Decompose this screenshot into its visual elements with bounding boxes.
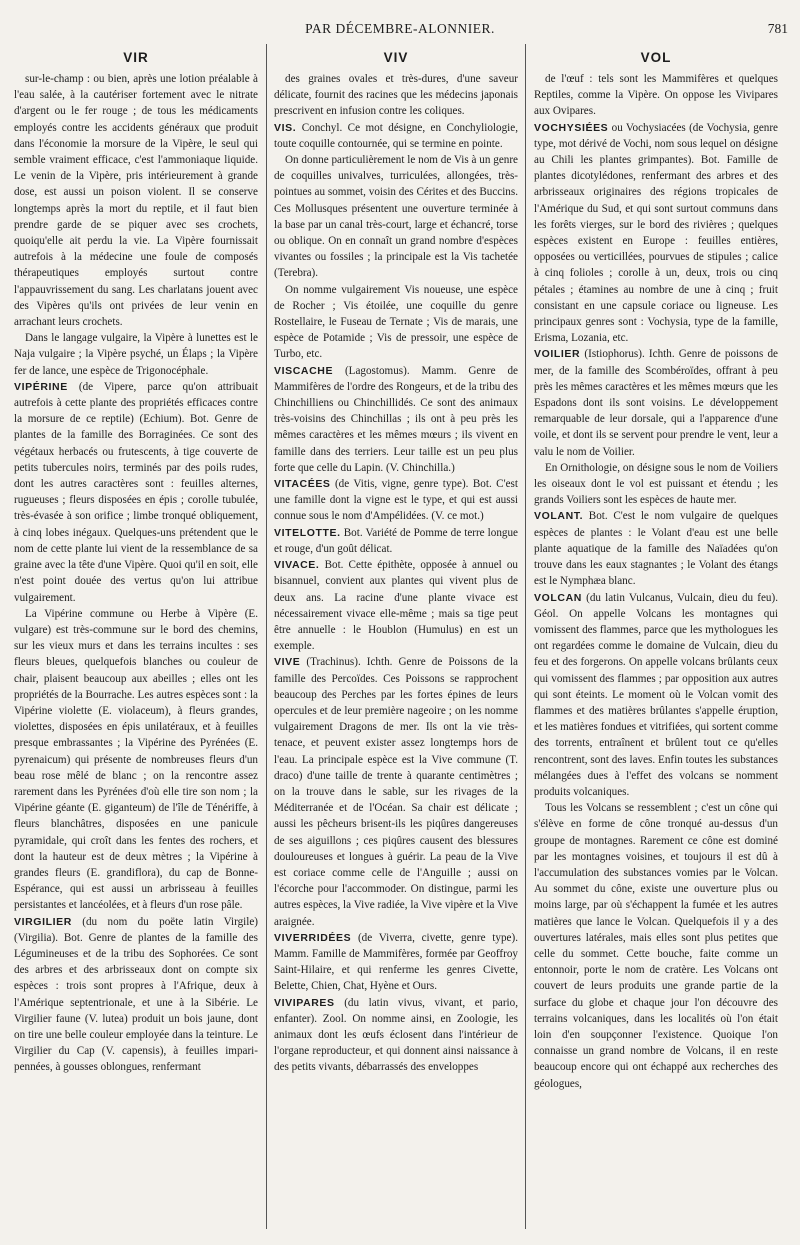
entry-text: de l'œuf : tels sont les Mammifères et quelques Reptiles, comme la Vipère. On oppose les Vivipares aux Ovipares. xyxy=(534,73,778,118)
column-right xyxy=(534,45,778,1235)
running-title: PAR DÉCEMBRE-ALONNIER. xyxy=(305,21,495,36)
entry-text: Bot. Variété de Pomme de terre longue et rouge, d'un goût délicat. xyxy=(274,526,518,555)
entry-paragraph xyxy=(534,460,778,509)
entry-headword: VITELOTTE. xyxy=(274,526,341,539)
entry-text: (du latin Vulcanus, Vulcain, dieu du feu). Géol. On appelle Volcans les montagnes qui vomissent des flammes, parce que les mythologues les ont regardées comme le domaine de Vulcain, dieu du feu et des forgerons. On appelle volcans brûlants ceux qui vomissent des flammes ; par opposition aux autres qui sont éteints. Le moment où le Volcan vomit des flammes et des matières brûlantes s'appelle éruption, et les matières fondues et vitrifiées, qui sortent comme des torrents, entraînent et brûlent tout ce qu'elles rencontrent, sont des laves. Enfin toutes les substances mélangées dues à l'effet des volcans se nomment produits volcaniques. xyxy=(534,591,778,798)
entry-text: (du nom du poëte latin Virgile) (Virgilia). Bot. Genre de plantes de la famille des Légumineuses et de la tribu des Sophorées. Ce sont des arbres et des arbrisseaux dont on compte six espèces : trois sont propres à l'Afrique, deux à l'Amérique septentrionale, et une à la Sibérie. Le Virgilier faune (V. lutea) produit un bois jaune, dont on tire une belle couleur employée dans la teinture. Le Virgilier du Cap (V. capensis), à feuilles impari-pennées, à gousses oblongues, renfermant xyxy=(14,915,258,1074)
entry-headword: VIVE xyxy=(274,656,301,669)
entry-paragraph xyxy=(274,152,518,282)
entry-text: (de Vitis, vigne, genre type). Bot. C'est une famille dont la vigne est le type, et qui est aussi connue sous le nom d'Ampélidées. (V. ce mot.) xyxy=(274,478,518,523)
entry-headword: VIRGILIER xyxy=(14,915,72,928)
entry-text: On donne particulièrement le nom de Vis à un genre de coquilles univalves, turriculées, allongées, très-pointues au sommet, voisin des Cérites et des Buccins. Ces Mollusques présentent une ouverture terminée à la base par un canal très-court, large et échancré, torse ou oblique. On en connaît un grand nombre d'espèces vivantes ou fossiles ; la principale est la Vis tachetée (Terebra). xyxy=(274,154,518,280)
dictionary-entry xyxy=(534,508,778,589)
entry-text: (Lagostomus). Mamm. Genre de Mammifères de l'ordre des Rongeurs, et de la tribu des Chinchilliens ou Chinchillidés. Ce sont des animaux très-voisins des Chinchillas ; ils ont à peu près les mêmes caractères et les mêmes mœurs ; ils vivent en famille dans des terriers. Leur taille est un peu plus forte que celle du Lapin. (V. Chinchilla.) xyxy=(274,364,518,474)
entry-paragraph xyxy=(274,282,518,363)
column-divider xyxy=(266,44,267,1229)
entry-paragraph xyxy=(274,71,518,120)
page-number: 781 xyxy=(767,21,788,36)
dictionary-entry xyxy=(274,557,518,654)
entry-text: (de Vipere, parce qu'on attribuait autrefois à cette plante des propriétés efficaces contre la morsure de ce reptile) (Echium). Bot. Genre de plantes de la famille des Borraginées. Ce sont des végétaux herbacés ou frutescents, à tige couverte de petits tubercules noirs, terminés par des poils rudes, dont les autres caractères sont : feuilles alternes, rugueuses ; fleurs disposées en épis ; corolle tubulée, très-évasée à son orifice ; limbe tronqué obliquement, à cinq lobes inégaux. Quelques-uns prétendent que le nom de cette plante lui vient de la ressemblance de sa graine avec la tête d'une Vipère. Quoi qu'il en soit, elle n'est point douée des vertus qu'on lui attribue vulgairement. xyxy=(14,380,258,604)
entry-headword: VOCHYSIÉES xyxy=(534,121,609,134)
dictionary-entry xyxy=(534,120,778,347)
entry-text: En Ornithologie, on désigne sous le nom de Voiliers les oiseaux dont le vol est puissant et étendu ; les grands Voiliers sont les espèces de haute mer. xyxy=(534,461,778,507)
entry-headword: VITACÉES xyxy=(274,478,331,491)
running-head xyxy=(0,21,800,43)
column-heading: VOL xyxy=(640,50,672,65)
column-heading: VIV xyxy=(383,50,409,65)
entry-paragraph xyxy=(14,71,258,330)
entry-text: des graines ovales et très-dures, d'une saveur délicate, fournit des racines que les médecins japonais prescrivent en infusion contre les coliques. xyxy=(274,73,518,118)
dictionary-entry xyxy=(534,346,778,459)
dictionary-entry xyxy=(14,914,258,1076)
entry-headword: VOLCAN xyxy=(534,591,582,604)
entry-paragraph xyxy=(534,71,778,120)
column-divider xyxy=(525,44,526,1229)
entry-text: Bot. Cette épithète, opposée à annuel ou bisannuel, convient aux plantes qui vivent plus de deux ans. La racine d'une plante vivace est nécessairement vivace elle-même ; mais sa tige peut être annuelle : le Houblon (Humulus) en est un exemple. xyxy=(274,559,518,653)
entry-text: sur-le-champ : ou bien, après une lotion préalable à l'eau salée, à la cautériser fortement avec le nitrate d'argent ou le fer rouge ; de tous les médicaments employés contre les accidents généraux que produit dans l'économie la morsure de la Vipère, le seul qui semble vraiment efficace, c'est l'ammoniaque liquide. Le venin de la Vipère, pris intérieurement à grande dose, est aussi un poison violent. Il se conserve longtemps après la mort du reptile, et il faut bien prendre garde de se piquer avec ses crochets, quoiqu'elle ait perdu la vie. La Vipère fournissait autrefois à la médecine une foule de composés thérapeutiques employés surtout contre l'appauvrissement du sang. Les charlatans jouent avec des Vipères qu'ils ont privées de leur venin en arrachant leurs crochets. xyxy=(14,73,258,329)
entry-headword: VOILIER xyxy=(534,348,581,361)
entry-text: Tous les Volcans se ressemblent ; c'est un cône qui s'élève en forme de cône tronqué au-dessus d'un groupe de montagnes. Rarement ce cône est dominé par les montagnes voisines, et toujours il est dû à l'accumulation des substances vomies par le Volcan. Au sommet du cône, existe une ouverture plus ou moins large, par où s'échappent la fumée et les autres matières que lance le Volcan. Quelquefois il y a des ouvertures latérales, mais elles sont plus petites que celle du sommet. Cette bouche, faite comme un entonnoir, porte le nom de cratère. Les Volcans ont couvert de leurs produits une grande partie de la surface du globe et chaque jour l'on découvre des terrains volcaniques, dans les localités où l'on était loin d'en soupçonner l'existence. Quoique l'on connaisse un grand nombre de Volcans, il en reste beaucoup encore qui ont échappé aux recherches des géologues, xyxy=(534,802,778,1090)
dictionary-entry xyxy=(274,995,518,1076)
entry-headword: VIS. xyxy=(274,121,297,134)
entry-text: (de Viverra, civette, genre type). Mamm. Famille de Mammifères, formée par Geoffroy Saint-Hilaire, et qui renferme les genres Civette, Belette, Chien, Chat, Hyène et Ours. xyxy=(274,931,518,993)
entry-paragraph xyxy=(14,606,258,914)
entry-paragraph xyxy=(14,330,258,379)
entry-headword: VIVACE. xyxy=(274,559,320,572)
dictionary-entry xyxy=(274,120,518,152)
entry-text: On nomme vulgairement Vis noueuse, une espèce de Rocher ; Vis étoilée, une coquille du genre Rostellaire, le Fuseau de Ternate ; Vis de marais, une espèce de Potamide ; Vis de pressoir, une espèce de Turbo, etc. xyxy=(274,283,518,361)
entry-text: Conchyl. Ce mot désigne, en Conchyliologie, toute coquille contournée, qui se termine en pointe. xyxy=(274,121,518,150)
dictionary-entry xyxy=(534,590,778,801)
dictionary-entry xyxy=(274,654,518,929)
dictionary-entry xyxy=(274,476,518,525)
entry-text: La Vipérine commune ou Herbe à Vipère (E. vulgare) est très-commune sur le bord des chemins, sur les vieux murs et dans les terrains incultes : ses fleurs bleues, quelquefois blanches ou couleur de chair, plaisent beaucoup aux abeilles ; elles ont les propriétés de la Bourrache. Les autres espèces sont : la Vipérine violette (E. violaceum), à fleurs grandes, violettes, disposées en épis unilatéraux, et à feuilles presque embrassantes ; la Vipérine des Pyrénées (E. pyrenaicum) qui présente de nombreuses fleurs d'un beau rose mêlé de blanc ; on la rencontre assez rarement dans les Pyrénées d'où elle tire son nom ; la Vipérine géante (E. giganteum) de l'île de Ténériffe, à fleurs blanchâtres, disposées en une panicule pyramidale, qui croît dans les fentes des rochers, et dont la hauteur est de deux mètres ; la Vipérine à grandes fleurs (E. grandiflora), du cap de Bonne-Espérance, qui est aussi un arbrisseau à feuilles persistantes et lancéolées, et à fleurs d'un rose pâle. xyxy=(14,607,258,912)
entry-headword: VISCACHE xyxy=(274,364,334,377)
entry-text: (du latin vivus, vivant, et pario, enfanter). Zool. On nomme ainsi, en Zoologie, les animaux dont les œufs éclosent dans l'intérieur de l'organe reproducteur, et qui donnent ainsi naissance à des petits vivants, débarrassés des enveloppes xyxy=(274,996,518,1074)
column-left xyxy=(14,45,258,1235)
entry-headword: VOLANT. xyxy=(534,510,584,523)
dictionary-entry xyxy=(274,930,518,995)
entry-text: ou Vochysiacées (de Vochysia, genre type, mot dérivé de Vochi, nom sous lequel on désigne au Chili les plantes grimpantes). Bot. Famille de plantes dicotylédones, renfermant des arbres et des arbrisseaux originaires des régions tropicales de l'Amérique du Sud, et qui sont surtout communs dans les forêts vierges, sur le bord des rivières ; quelques espèces existent en Europe : feuilles entières, opposées ou verticillées, pourvues de stipules ; calice à cinq folioles ; corolle à un, deux, trois ou cinq pétales ; étamines au nombre de une à cinq ; fruit consistant en une capsule coriace ou ligneuse. Les principaux genres sont : Vochysia, type de la famille, Erisma, Lozania, etc. xyxy=(534,121,778,345)
entry-headword: VIPÉRINE xyxy=(14,380,68,393)
column-middle xyxy=(274,45,518,1235)
dictionary-entry xyxy=(14,379,258,606)
entry-headword: VIVERRIDÉES xyxy=(274,931,352,944)
entry-text: (Istiophorus). Ichth. Genre de poissons de mer, de la famille des Scombéroïdes, offrant à peu près les mêmes caractères et les mêmes mœurs que les Espadons dont ils sont voisins. Le développement remarquable de leur dorsale, qui a l'apparence d'une voile, et dont ils se servent pour prendre le vent, leur a valu le nom de Voilier. xyxy=(534,348,778,458)
column-heading: VIR xyxy=(123,50,149,65)
entry-text: Dans le langage vulgaire, la Vipère à lunettes est le Naja vulgaire ; la Vipère psyché, un Élaps ; la Vipère fer de lance, une espèce de Trigonocéphale. xyxy=(14,332,258,377)
entry-paragraph xyxy=(534,800,778,1092)
dictionary-entry xyxy=(274,525,518,557)
entry-text: Bot. C'est le nom vulgaire de quelques espèces de plantes : le Volant d'eau est une belle plante aquatique de la famille des Naïadées qu'on trouve dans les eaux stagnantes ; le Volant des étangs est le Nymphæa blanc. xyxy=(534,510,778,588)
entry-headword: VIVIPARES xyxy=(274,996,335,1009)
dictionary-entry xyxy=(274,363,518,476)
entry-text: (Trachinus). Ichth. Genre de Poissons de la famille des Percoïdes. Ces Poissons se rapprochent beaucoup des Perches par les fortes épines de leurs opercules et de leur première nageoire ; on les nomme vulgairement Dragons de mer. Ils ont la vie très-tenace, et peuvent exister assez longtemps hors de l'eau. La principale espèce est la Vive commune (T. draco) d'une taille de trente à quarante centimètres ; on la trouve dans le sable, sur les rivages de la Méditerranée et de l'Océan. Sa chair est délicate ; aussi les pêcheurs brisent-ils les piqûres dangereuses de ses aiguillons ; ces piqûres causent des blessures douloureuses et longues à guérir. La peau de la Vive est coriace comme celle de l'Anguille ; aussi on l'écorche pour l'accommoder. On distingue, parmi les autres espèces, la Vive radiée, la Vive vipère et la Vive araignée. xyxy=(274,656,518,928)
